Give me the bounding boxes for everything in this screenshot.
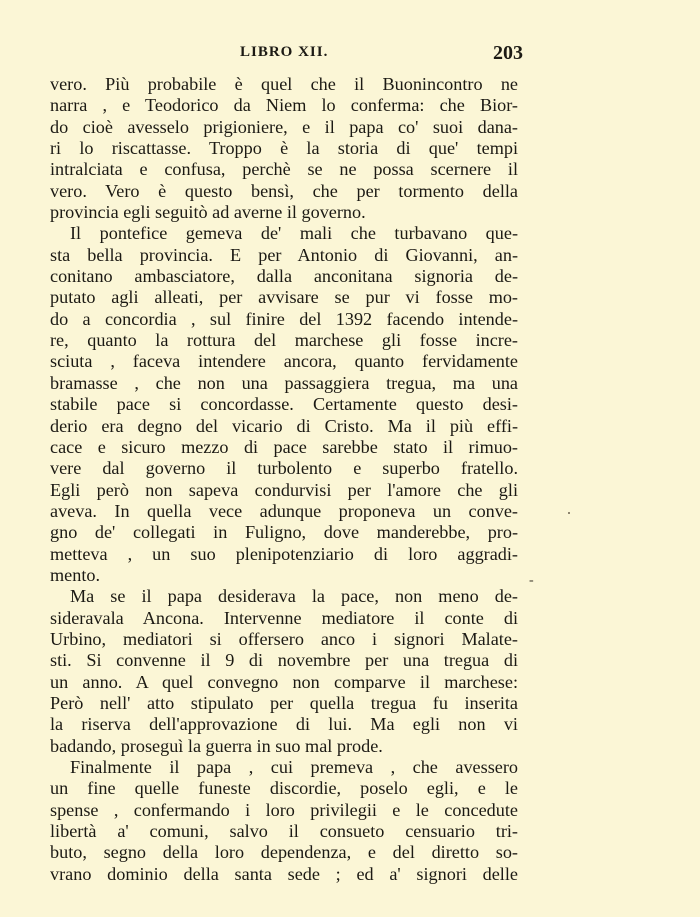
text-line: vero. Più probabile è quel che il Buonincontro ne: [50, 74, 518, 94]
text-line: Urbino, mediatori si offersero anco i signori Malate-: [50, 628, 518, 649]
paper-speck: [568, 512, 570, 514]
text-line: conitano ambasciatore, dalla anconitana signoria de-: [50, 266, 518, 287]
text-line: narra , e Teodorico da Niem lo conferma: che Bior-: [50, 95, 518, 116]
text-line: ri lo riscattasse. Troppo è la storia di que' tempi: [50, 138, 518, 159]
text-line: metteva , un suo plenipotenziario di loro aggradi-: [50, 543, 518, 564]
page-number: 203: [493, 42, 523, 64]
text-line: intralciata e confusa, perchè se ne possa scernere il: [50, 159, 518, 180]
text-line: sciuta , faceva intendere ancora, quanto fervidamente: [50, 351, 518, 372]
text-line: la riserva dell'approvazione di lui. Ma egli non vi: [50, 714, 518, 735]
text-line: cace e sicuro mezzo di pace sarebbe stato il rimuo-: [50, 436, 518, 457]
text-line: libertà a' comuni, salvo il consueto censuario tri-: [50, 821, 518, 842]
text-line: gno de' collegati in Fuligno, dove manderebbe, pro-: [50, 522, 518, 543]
text-line: stabile pace si concordasse. Certamente questo desi-: [50, 394, 518, 415]
text-line: vrano dominio della santa sede ; ed a' signori delle: [50, 863, 518, 884]
running-head: [52, 42, 523, 66]
margin-mark: -: [529, 573, 534, 588]
text-line: sideravala Ancona. Intervenne mediatore il conte di: [50, 607, 518, 628]
text-line: putato agli alleati, per avvisare se pur vi fosse mo-: [50, 287, 518, 308]
text-line: Ma se il papa desiderava la pace, non meno de-: [70, 586, 518, 607]
text-line: Il pontefice gemeva de' mali che turbavano que-: [70, 223, 518, 244]
running-title: LIBRO XII.: [240, 44, 329, 60]
text-line: bramasse , che non una passaggiera tregua, ma una: [50, 372, 518, 393]
text-line: mento.: [50, 564, 101, 585]
text-line: vere dal governo il turbolento e superbo fratello.: [50, 458, 518, 479]
text-line: Finalmente il papa , cui premeva , che avessero: [70, 757, 518, 777]
text-line: derio era degno del vicario di Cristo. Ma il più effi-: [50, 415, 518, 436]
text-line: re, quanto la rottura del marchese gli fosse incre-: [50, 330, 518, 351]
text-line: do cioè avesselo prigioniere, e il papa co' suoi dana-: [50, 116, 518, 137]
text-line: Egli però non sapeva condurvisi per l'amore che gli: [50, 479, 518, 500]
body-text: [50, 74, 518, 885]
text-line: sta bella provincia. E per Antonio di Giovanni, an-: [50, 244, 518, 265]
text-line: provincia egli seguitò ad averne il governo.: [50, 202, 366, 223]
text-line: aveva. In quella vece adunque proponeva un conve-: [50, 500, 518, 521]
text-line: do a concordia , sul finire del 1392 facendo intende-: [50, 308, 518, 329]
text-line: Però nell' atto stipulato per quella tregua fu inserita: [50, 692, 518, 713]
text-line: sti. Si convenne il 9 di novembre per una tregua di: [50, 650, 518, 671]
text-line: badando, proseguì la guerra in suo mal prode.: [50, 735, 383, 756]
text-line: vero. Vero è questo bensì, che per tormento della: [50, 180, 518, 201]
text-line: buto, segno della loro dependenza, e del diretto so-: [50, 842, 518, 863]
text-line: spense , confermando i loro privilegii e le concedute: [50, 799, 518, 820]
text-line: un fine quelle funeste discordie, poselo egli, e le: [50, 778, 518, 799]
text-line: un anno. A quel convegno non comparve il marchese:: [50, 671, 518, 692]
